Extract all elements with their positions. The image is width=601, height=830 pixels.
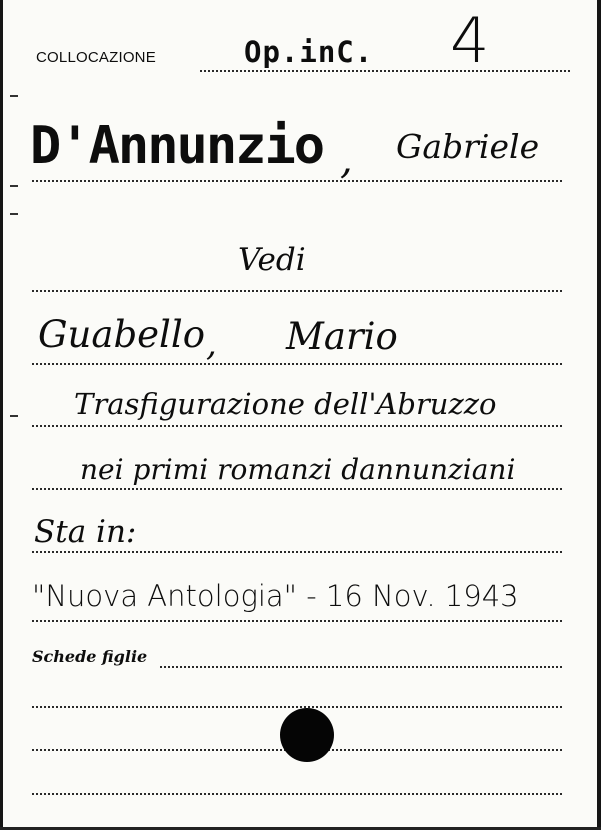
child-cards-rule [160, 666, 562, 668]
title-line-1: Trasfigurazione dell'Abruzzo [74, 387, 497, 421]
blank-rule [32, 706, 562, 708]
margin-tick [10, 415, 18, 417]
margin-tick [10, 213, 18, 215]
shelf-mark: Op.inC. [244, 35, 374, 69]
see-reference: Vedi [238, 242, 306, 278]
citation-rule [32, 620, 562, 622]
margin-tick [10, 185, 18, 187]
card-left-edge [0, 0, 3, 830]
punch-hole [280, 708, 334, 762]
author-rule [32, 363, 562, 365]
heading-separator: , [340, 137, 353, 183]
title-line-2: nei primi romanzi dannunziani [80, 453, 516, 486]
blank-rule [32, 793, 562, 795]
card-right-edge [597, 0, 601, 830]
see-rule [32, 290, 562, 292]
author-separator: , [206, 324, 217, 364]
margin-tick [10, 95, 18, 97]
source-intro: Sta in: [34, 514, 137, 550]
heading-given-name: Gabriele [396, 127, 540, 166]
author-given-name: Mario [286, 315, 398, 358]
heading-rule [32, 180, 562, 182]
shelf-number: 4 [450, 4, 490, 77]
child-cards-label: Schede figlie [32, 647, 148, 666]
heading-surname: D'Annunzio [30, 116, 324, 176]
author-surname: Guabello [38, 313, 205, 356]
title-rule-2 [32, 488, 562, 490]
source-citation: "Nuova Antologia" - 16 Nov. 1943 [32, 579, 519, 613]
title-rule-1 [32, 425, 562, 427]
collocazione-rule [200, 70, 570, 72]
source-intro-rule [32, 551, 562, 553]
collocazione-label: COLLOCAZIONE [36, 49, 156, 66]
